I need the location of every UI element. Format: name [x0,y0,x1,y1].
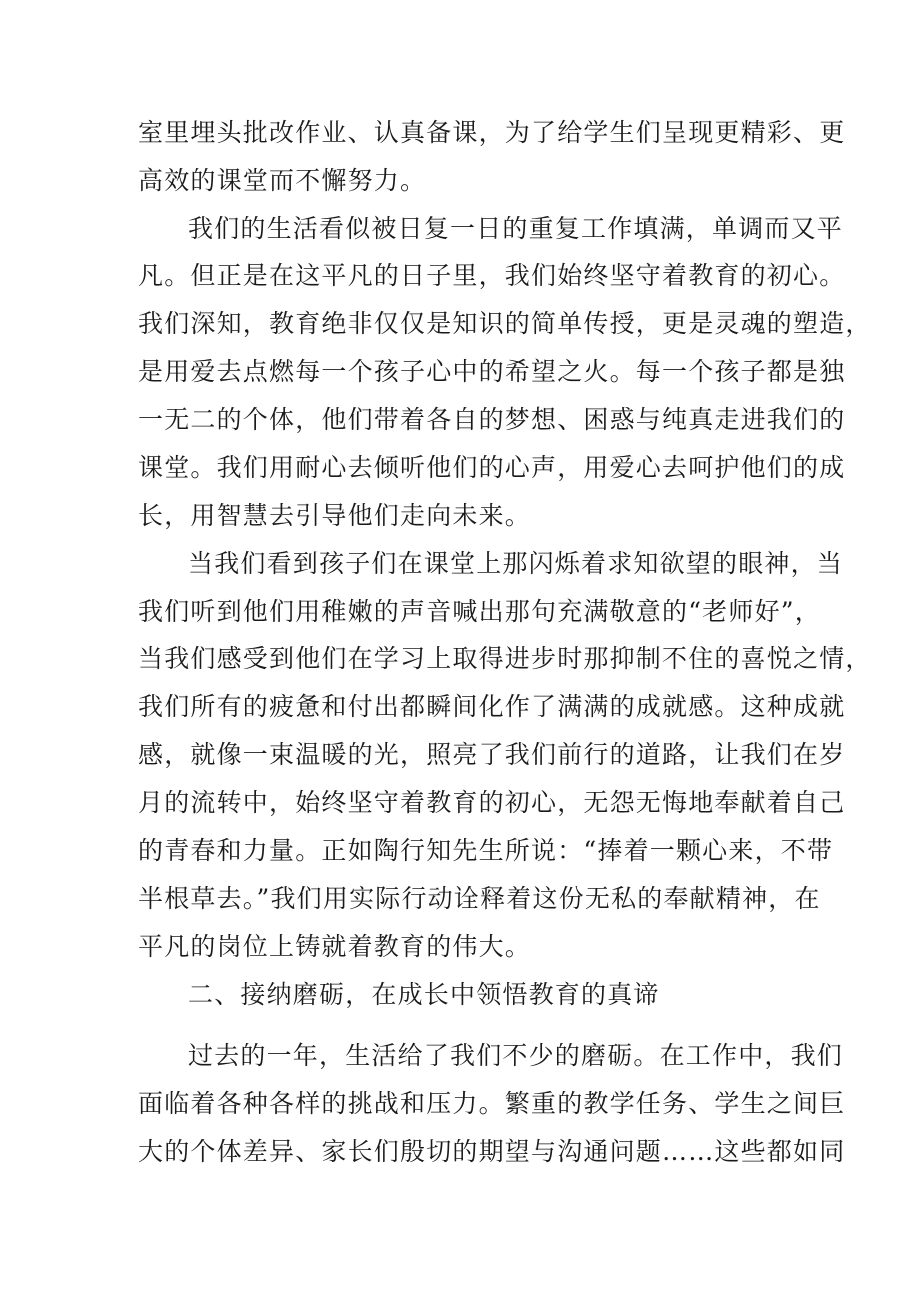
paragraph-first-line: 过去的一年，生活给了我们不少的磨砺。在工作中，我们 [188,1041,844,1070]
body-text-line: 平凡的岗位上铸就着教育的伟大。 [138,932,532,961]
body-text-line: 我们所有的疲惫和付出都瞬间化作了满满的成就感。这种成就 [138,692,846,721]
body-text-line: 月的流转中，始终坚守着教育的初心，无怨无悔地奉献着自己 [138,788,846,817]
body-text-line: 高效的课堂而不懈努力。 [138,166,427,195]
body-text-line: 凡。但正是在这平凡的日子里，我们始终坚守着教育的初心。 [138,261,846,290]
body-text-line: 面临着各种各样的挑战和压力。繁重的教学任务、学生之间巨 [138,1089,846,1118]
body-text-line: 我们听到他们用稚嫩的声音喊出那句充满敬意的“老师好”， [138,597,821,626]
body-text-line: 课堂。我们用耐心去倾听他们的心声，用爱心去呵护他们的成 [138,453,846,482]
body-text-line: 当我们感受到他们在学习上取得进步时那抑制不住的喜悦之情， [138,644,872,673]
body-text-line: 是用爱去点燃每一个孩子心中的希望之火。每一个孩子都是独 [138,357,846,386]
body-text-line: 半根草去。”我们用实际行动诠释着这份无私的奉献精神，在 [138,884,821,913]
section-heading: 二、接纳磨砺，在成长中领悟教育的真谛 [188,980,660,1009]
body-text-line: 大的个体差异、家长们殷切的期望与沟通问题……这些都如同 [138,1137,846,1166]
paragraph-first-line: 我们的生活看似被日复一日的重复工作填满，单调而又平 [188,214,844,243]
body-text-line: 我们深知，教育绝非仅仅是知识的简单传授，更是灵魂的塑造， [138,309,872,338]
body-text-line: 感，就像一束温暖的光，照亮了我们前行的道路，让我们在岁 [138,740,846,769]
body-text-line: 一无二的个体，他们带着各自的梦想、困惑与纯真走进我们的 [138,405,846,434]
paragraph-first-line: 当我们看到孩子们在课堂上那闪烁着求知欲望的眼神，当 [188,549,844,578]
body-text-line: 的青春和力量。正如陶行知先生所说：“捧着一颗心来，不带 [138,836,834,865]
body-text-line: 长，用智慧去引导他们走向未来。 [138,501,532,530]
body-text-line: 室里埋头批改作业、认真备课，为了给学生们呈现更精彩、更 [138,118,846,147]
